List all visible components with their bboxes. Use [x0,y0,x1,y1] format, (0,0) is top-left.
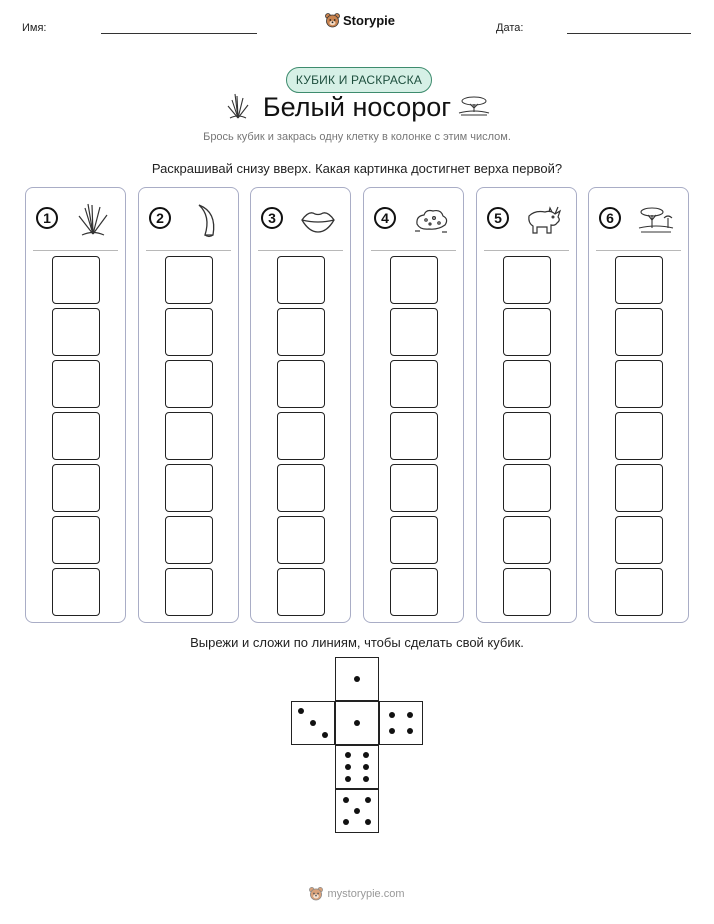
coloring-cell[interactable] [277,256,325,304]
date-label: Дата: [496,22,524,34]
date-line [567,33,691,34]
dice-pip [407,728,413,734]
coloring-cell[interactable] [165,568,213,616]
column-5 [476,187,577,623]
dice-pip [345,752,351,758]
storypie-logo [325,12,395,28]
activity-badge: КУБИК И РАСКРАСКА [286,67,432,93]
coloring-cell[interactable] [52,256,100,304]
dice-pip [298,708,304,714]
bear-logo-icon [325,12,340,28]
dice-pip [343,797,349,803]
coloring-cell[interactable] [503,256,551,304]
column-number: 5 [487,207,509,229]
dice-pip [354,676,360,682]
dice-pip [310,720,316,726]
coloring-cell[interactable] [615,412,663,460]
logo-text: Storypie [343,12,396,28]
dice-face-4 [379,701,423,745]
column-divider [146,250,231,251]
coloring-cell[interactable] [615,256,663,304]
dice-face-1 [335,657,379,701]
coloring-cell[interactable] [503,308,551,356]
dice-face-3 [291,701,335,745]
instruction: Раскрашивай снизу вверх. Какая картинка достигнет верха первой? [151,161,563,176]
coloring-cell[interactable] [390,256,438,304]
subtitle: Брось кубик и закрась одну клетку в колонке с этим числом. [203,131,511,143]
dice-pip [363,752,369,758]
dice-pip [363,776,369,782]
column-1 [25,187,126,623]
column-divider [258,250,343,251]
dice-pip [365,797,371,803]
coloring-cell[interactable] [52,516,100,564]
coloring-cell[interactable] [165,516,213,564]
coloring-cell[interactable] [390,516,438,564]
coloring-cell[interactable] [277,360,325,408]
coloring-cell[interactable] [615,464,663,512]
savanna-tree-icon [457,95,491,117]
dice-pip [354,808,360,814]
name-line [101,33,257,34]
coloring-cell[interactable] [503,360,551,408]
coloring-cell[interactable] [165,256,213,304]
coloring-cell[interactable] [277,568,325,616]
footer-url[interactable]: mystorypie.com [327,887,405,900]
dice-pip [345,764,351,770]
dice-face-1-center [335,701,379,745]
coloring-cell[interactable] [615,568,663,616]
lips-icon [299,202,337,238]
column-divider [371,250,456,251]
mud-icon [412,202,450,238]
column-3 [250,187,351,623]
coloring-cell[interactable] [277,516,325,564]
dice-pip [389,728,395,734]
column-number: 1 [36,207,58,229]
dice-pip [345,776,351,782]
dice-pip [322,732,328,738]
coloring-cell[interactable] [277,412,325,460]
column-4 [363,187,464,623]
column-divider [596,250,681,251]
cut-instruction: Вырежи и сложи по линиям, чтобы сделать свой кубик. [190,635,524,650]
dice-face-5 [335,789,379,833]
rhino-icon [525,202,563,238]
dice-pip [343,819,349,825]
coloring-cell[interactable] [52,464,100,512]
coloring-cell[interactable] [503,516,551,564]
bear-logo-icon [309,886,323,901]
footer [0,886,714,901]
dice-pip [389,712,395,718]
dice-face-6 [335,745,379,789]
coloring-cell[interactable] [390,360,438,408]
dice-pip [354,720,360,726]
coloring-cell[interactable] [615,516,663,564]
column-6 [588,187,689,623]
column-divider [33,250,118,251]
column-divider [484,250,569,251]
coloring-cell[interactable] [390,464,438,512]
coloring-cell[interactable] [615,308,663,356]
coloring-cell[interactable] [277,464,325,512]
coloring-cell[interactable] [390,308,438,356]
coloring-cell[interactable] [503,412,551,460]
name-label: Имя: [22,22,47,34]
grass-icon [74,202,112,238]
dice-pip [407,712,413,718]
column-number: 4 [374,207,396,229]
coloring-cell[interactable] [52,412,100,460]
savanna-icon [637,202,675,238]
coloring-cell[interactable] [165,360,213,408]
coloring-cell[interactable] [615,360,663,408]
dice-pip [365,819,371,825]
coloring-cell[interactable] [390,568,438,616]
coloring-cell[interactable] [52,568,100,616]
page-title: Белый носорог [262,92,452,122]
coloring-cell[interactable] [52,308,100,356]
column-number: 6 [599,207,621,229]
column-number: 3 [261,207,283,229]
coloring-cell[interactable] [390,412,438,460]
coloring-cell[interactable] [277,308,325,356]
coloring-cell[interactable] [503,568,551,616]
coloring-cell[interactable] [503,464,551,512]
column-number: 2 [149,207,171,229]
dice-pip [363,764,369,770]
horn-icon [187,202,225,238]
column-2 [138,187,239,623]
coloring-cell[interactable] [165,464,213,512]
coloring-cell[interactable] [52,360,100,408]
coloring-cell[interactable] [165,308,213,356]
coloring-cell[interactable] [165,412,213,460]
